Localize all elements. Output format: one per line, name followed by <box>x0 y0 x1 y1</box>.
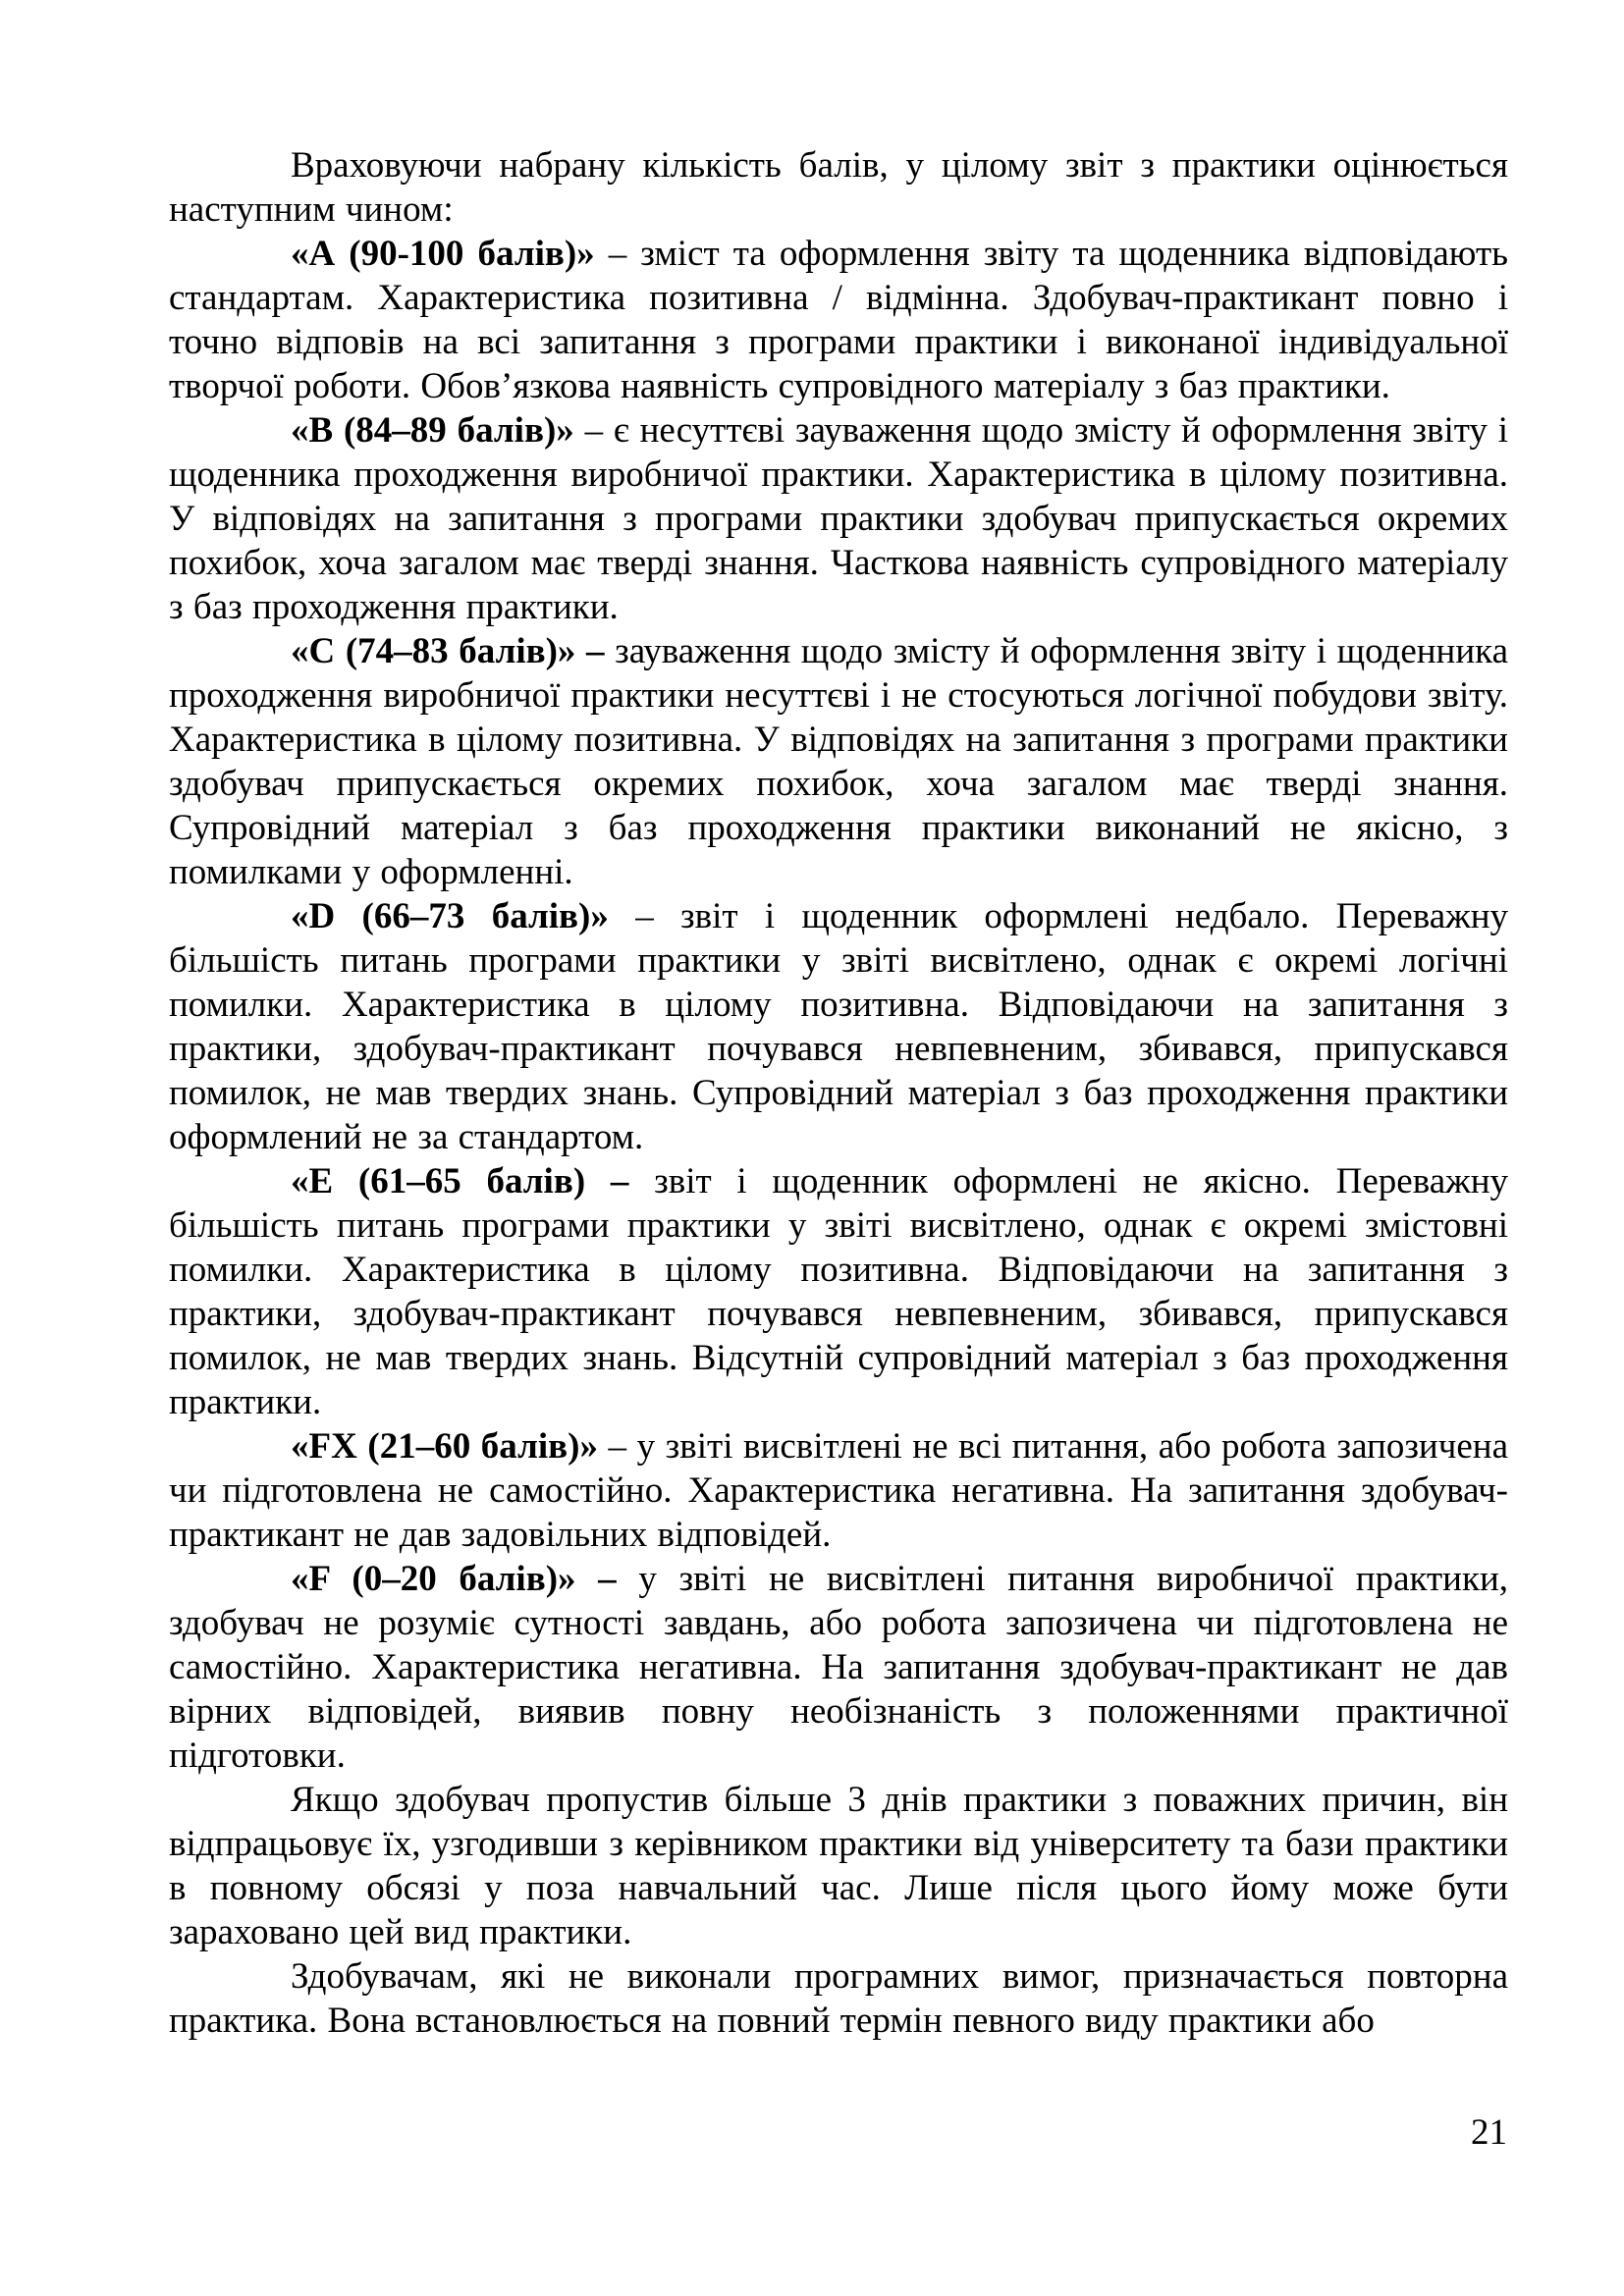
paragraph <box>169 408 1508 629</box>
grade-label: «F (0–20 балів)» – <box>291 1559 617 1599</box>
paragraph <box>169 1557 1508 1778</box>
grade-label: «С (74–83 балів)» – <box>291 631 605 671</box>
paragraph-text: Якщо здобувач пропустив більше 3 днів практики з поважних причин, він відпрацьовує їх, узгодивши з керівником практики від університету та бази практики в повному обсязі у поза навчальний час. Лише після цього йому може бути зараховано цей вид практики. <box>169 1780 1508 1952</box>
paragraph-text: звіт і щоденник оформлені не якісно. Переважну більшість питань програми практики у звіті висвітлено, однак є окремі змістовні помилки. Характеристика в цілому позитивна. Відповідаючи на запитання з практики, здобувач-практикант почувався невпевненим, збивався, припускався помилок, не мав твердих знань. Відсутній супровідний матеріал з баз проходження практики. <box>169 1161 1508 1422</box>
paragraph-text: Здобувачам, які не виконали програмних вимог, призначається повторна практика. Вона встановлюється на повний термін певного виду практики або <box>169 1956 1508 2041</box>
grade-label: «А (90-100 балів)» <box>291 234 595 274</box>
paragraph <box>169 1954 1508 2043</box>
document-body <box>169 143 1508 2043</box>
paragraph <box>169 1159 1508 1424</box>
paragraph-text: – звіт і щоденник оформлені недбало. Переважну більшість питань програми практики у звіті висвітлено, однак є окремі логічні помилки. Характеристика в цілому позитивна. Відповідаючи на запитання з практики, здобувач-практикант почувався невпевненим, збивався, припускався помилок, не мав твердих знань. Супровідний матеріал з баз проходження практики оформлений не за стандартом. <box>169 896 1509 1157</box>
paragraph <box>169 232 1508 408</box>
paragraph <box>169 143 1508 232</box>
grade-label: «В (84–89 балів)» <box>291 410 574 451</box>
paragraph-text: – зміст та оформлення звіту та щоденника відповідають стандартам. Характеристика позитивна / відмінна. Здобувач-практикант повно і точно відповів на всі запитання з програми практики і виконаної індивідуальної творчої роботи. Обов’язкова наявність супровідного матеріалу з баз практики. <box>169 234 1508 406</box>
grade-label: «Е (61–65 балів) – <box>291 1161 629 1201</box>
paragraph-text: зауваження щодо змісту й оформлення звіту і щоденника проходження виробничої практики несуттєві і не стосуються логічної побудови звіту. Характеристика в цілому позитивна. У відповідях на запитання з програми практики здобувач припускається окремих похибок, хоча загалом має тверді знання. Супровідний матеріал з баз проходження практики виконаний не якісно, з помилками у оформленні. <box>169 631 1508 892</box>
page-number: 21 <box>1471 2112 1507 2153</box>
paragraph <box>169 629 1508 894</box>
grade-label: «FX (21–60 балів)» <box>291 1426 598 1467</box>
paragraph-text: Враховуючи набрану кількість балів, у цілому звіт з практики оцінюється наступним чином: <box>169 145 1508 230</box>
paragraph-text: – є несуттєві зауваження щодо змісту й оформлення звіту і щоденника проходження виробничої практики. Характеристика в цілому позитивна. У відповідях на запитання з програми практики здобувач припускається окремих похибок, хоча загалом має тверді знання. Часткова наявність супровідного матеріалу з баз проходження практики. <box>169 410 1509 627</box>
paragraph <box>169 1424 1508 1557</box>
paragraph-text: – у звіті висвітлені не всі питання, або робота запозичена чи підготовлена не самостійно. Характеристика негативна. На запитання здобувач-практикант не дав задовільних відповідей. <box>169 1426 1508 1555</box>
paragraph <box>169 1778 1508 1954</box>
paragraph <box>169 894 1508 1159</box>
paragraph-text: у звіті не висвітлені питання виробничої практики, здобувач не розуміє сутності завдань, або робота запозичена чи підготовлена не самостійно. Характеристика негативна. На запитання здобувач-практикант не дав вірних відповідей, виявив повну необізнаність з положеннями практичної підготовки. <box>169 1559 1508 1776</box>
grade-label: «D (66–73 балів)» <box>291 896 609 936</box>
